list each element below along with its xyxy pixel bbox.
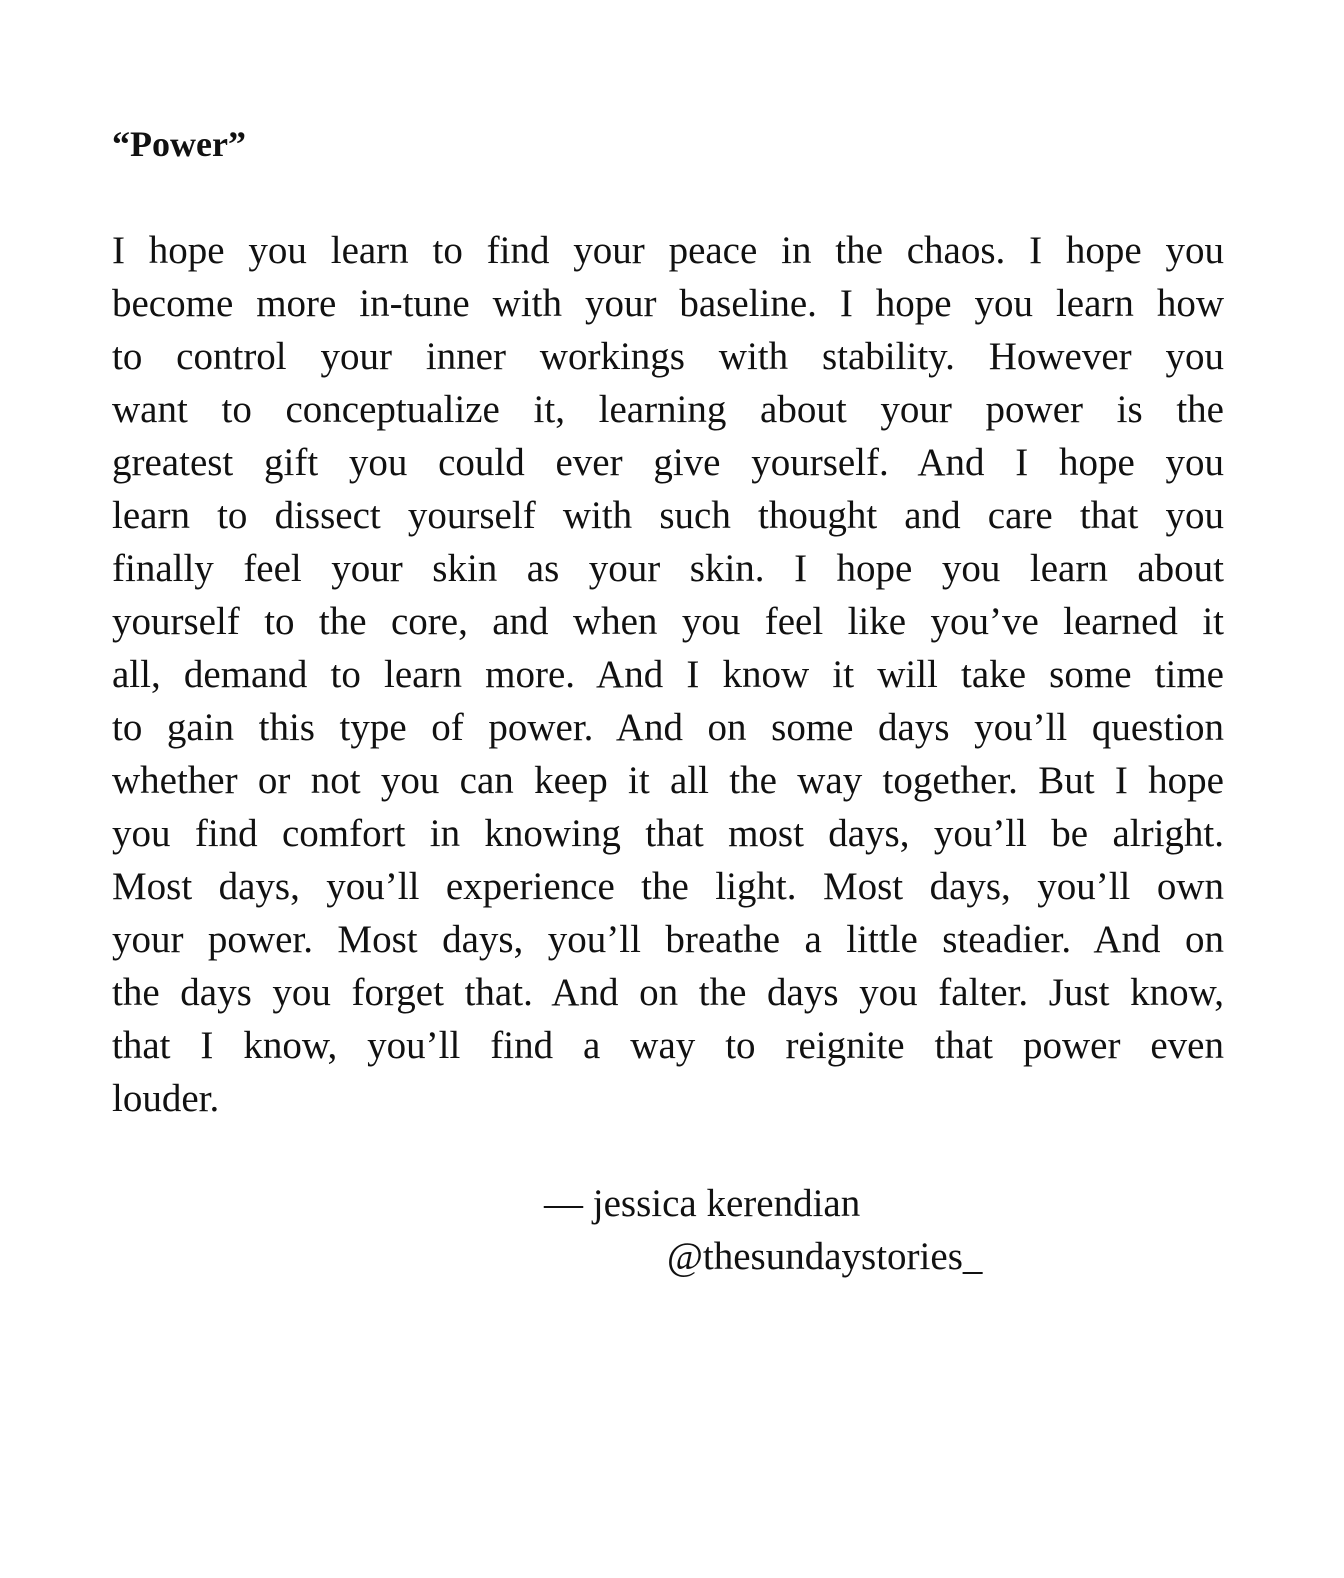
poem-line: greatest gift you could ever give yourself. And I hope you (112, 441, 1224, 484)
poem-title: “Power” (112, 124, 246, 164)
author-handle: @thesundaystories_ (667, 1235, 983, 1278)
poem-line: all, demand to learn more. And I know it will take some time (112, 653, 1224, 696)
poem-line: louder. (112, 1077, 220, 1120)
poem-line: that I know, you’ll find a way to reignite that power even (112, 1024, 1224, 1067)
poem-line: become more in-tune with your baseline. I hope you learn how (112, 282, 1224, 325)
poem-line: finally feel your skin as your skin. I hope you learn about (112, 547, 1224, 590)
poem-line: to control your inner workings with stability. However you (112, 335, 1224, 378)
poem-line: learn to dissect yourself with such thought and care that you (112, 494, 1224, 537)
poem-line: to gain this type of power. And on some days you’ll question (112, 706, 1224, 749)
poem-line: whether or not you can keep it all the way together. But I hope (112, 759, 1224, 802)
poem-line: want to conceptualize it, learning about your power is the (112, 388, 1224, 431)
poem-line: yourself to the core, and when you feel like you’ve learned it (112, 600, 1224, 643)
poem-line: the days you forget that. And on the days you falter. Just know, (112, 971, 1224, 1014)
poem-line: Most days, you’ll experience the light. Most days, you’ll own (112, 865, 1224, 908)
poem-line: your power. Most days, you’ll breathe a little steadier. And on (112, 918, 1224, 961)
poem-line: I hope you learn to find your peace in the chaos. I hope you (112, 229, 1224, 272)
author-signature: — jessica kerendian (544, 1182, 861, 1225)
poem-body (112, 224, 1224, 1125)
poem-line: you find comfort in knowing that most days, you’ll be alright. (112, 812, 1224, 855)
